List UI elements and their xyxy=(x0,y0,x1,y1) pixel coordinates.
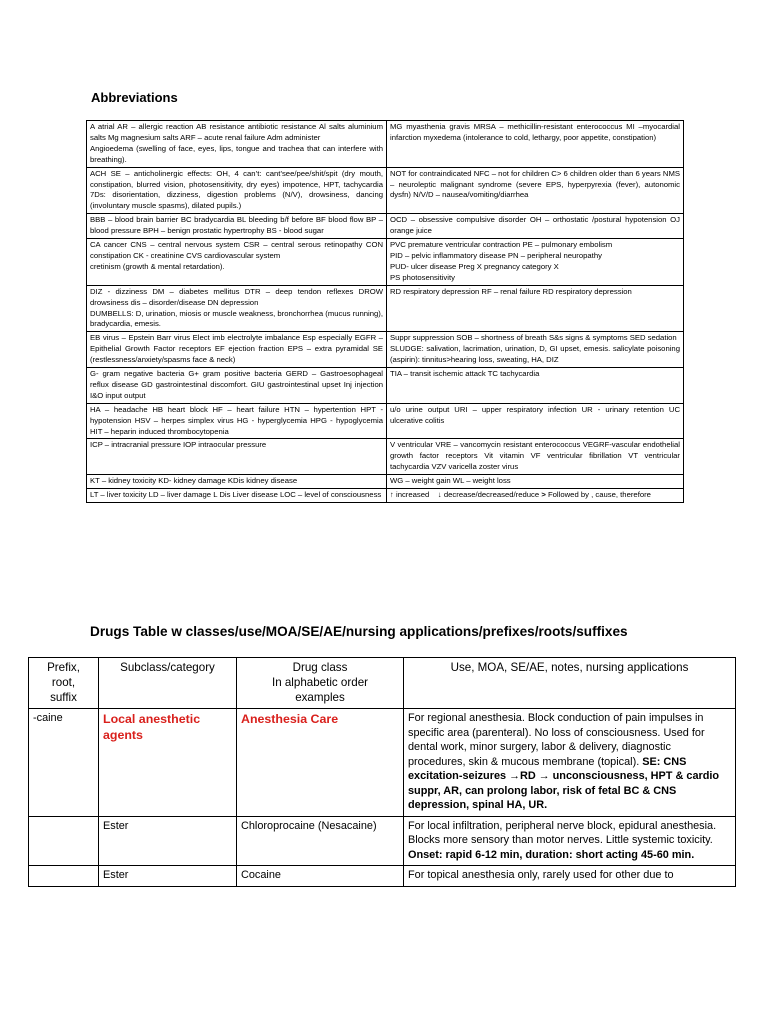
abbr-cell-right xyxy=(387,489,684,503)
abbr-row xyxy=(87,368,684,404)
abbr-text: OCD – obsessive compulsive disorder OH – orthostatic /postural hypotension OJ orange juice xyxy=(390,215,680,236)
abbr-row xyxy=(87,403,684,439)
drugs-table-body xyxy=(29,709,736,887)
legend-followed: Followed by , cause, therefore xyxy=(547,490,651,500)
header-use: Use, MOA, SE/AE, notes, nursing applications xyxy=(404,658,736,709)
abbr-cell-right xyxy=(387,475,684,489)
abbr-cell-left xyxy=(87,439,387,475)
header-prefix-line: Prefix, xyxy=(47,661,80,674)
drug-subclass: Ester xyxy=(99,816,237,866)
abbr-text: PVC premature ventricular contraction PE – pulmonary embolism xyxy=(390,240,613,250)
header-class-line: In alphabetic order xyxy=(271,676,369,689)
drug-subclass: Local anesthetic agents xyxy=(99,709,237,817)
drugs-table xyxy=(28,657,736,887)
abbr-text: cretinism (growth & mental retardation). xyxy=(90,261,225,271)
abbr-cell-left xyxy=(87,332,387,368)
abbr-text: G- gram negative bacteria G+ gram positive bacteria GERD – Gastroesophageal reflux disease GD gastrointestinal discomfort. GIU gastrointestinal upset Inj injection I&O input output xyxy=(90,369,383,400)
drug-use-text: For regional anesthesia. Block conduction of pain impulses in specific area (parenteral). No loss of consciousness. Used for dental work, minor surgery, labor & delivery, diagnostic procedures, skin & mucous membrane (topical). xyxy=(408,712,705,768)
header-drug-class xyxy=(237,658,404,709)
abbr-cell-right xyxy=(387,121,684,168)
abbr-cell-left xyxy=(87,285,387,332)
abbr-cell-left xyxy=(87,214,387,239)
header-class-line: Drug class xyxy=(292,661,348,674)
header-subclass: Subclass/category xyxy=(99,658,237,709)
abbr-text: WG – weight gain WL – weight loss xyxy=(390,476,511,486)
drugs-table-heading: Drugs Table w classes/use/MOA/SE/AE/nursing applications/prefixes/roots/suffixes xyxy=(90,624,628,639)
abbr-text: A atrial AR – allergic reaction AB resistance antibiotic resistance Al salts aluminium salts Mg magnesium salts ARF – acute renal failure Adm administer xyxy=(90,122,383,142)
abbr-text: SLUDGE: salivation, lacrimation, urination, D, GI upset, emesis. salicylate poisoning (aspirin): tinnitus>hearing loss, sweating, HA, DIZ xyxy=(390,344,680,365)
abbr-cell-left: LT – liver toxicity LD – liver damage L Dis Liver disease LOC – level of consciousness xyxy=(87,489,387,503)
drug-prefix xyxy=(29,816,99,866)
abbr-text: Suppr suppression SOB – shortness of breath S&s signs & symptoms SED sedation xyxy=(390,333,677,343)
abbr-text: V ventricular VRE – vancomycin resistant enterococcus VEGRF-vascular endothelial growth factor receptors Vit vitamin VF ventricular fibrillation VT ventricular tachycardia VZV varicella zoster virus xyxy=(390,440,680,472)
drug-row xyxy=(29,816,736,866)
abbr-row xyxy=(87,167,684,214)
drug-use-text: For local infiltration, peripheral nerve block, epidural anesthesia. Blocks more sensory than motor nerves. Little systemic toxicity. xyxy=(408,819,717,846)
abbreviations-table-body xyxy=(87,121,684,503)
abbr-row xyxy=(87,475,684,489)
abbr-text: DIZ - dizziness DM – diabetes mellitus DTR – deep tendon reflexes DROW drowsiness dis – disorder/disease DN depression xyxy=(90,286,383,307)
abbr-cell-right xyxy=(387,285,684,332)
header-prefix-line: root, xyxy=(51,676,76,689)
abbr-row xyxy=(87,239,684,286)
header-class-line: examples xyxy=(295,691,345,704)
up-arrow-icon: ↑ xyxy=(390,490,394,500)
legend-decrease: decrease/decreased/reduce xyxy=(443,490,540,500)
abbr-text: BBB – blood brain barrier BC bradycardia BL bleeding b/f before BF blood flow BP – blood pressure BPH – benign prostatic hypertrophy BS - blood sugar xyxy=(90,215,383,236)
abbr-text: PID – pelvic inflammatory disease PN – peripheral neuropathy xyxy=(390,250,602,260)
drug-row xyxy=(29,709,736,817)
drug-prefix: -caine xyxy=(29,709,99,817)
drug-use xyxy=(404,816,736,866)
abbr-text: MG myasthenia gravis MRSA – methicillin-resistant enterococcus MI –myocardial infarction myxedema (intolerance to cold, lethargy, poor appetite, constipation) xyxy=(390,122,680,142)
abbr-text: PS photosensitivity xyxy=(390,272,455,282)
abbr-cell-right xyxy=(387,239,684,286)
abbreviations-heading: Abbreviations xyxy=(91,90,178,105)
abbr-row xyxy=(87,121,684,168)
drug-use-text: For topical anesthesia only, rarely used for other due to xyxy=(408,869,674,881)
abbr-row xyxy=(87,214,684,239)
abbr-text: NOT for contraindicated NFC – not for children C> 6 children older than 6 years NMS – neuroleptic malignant syndrome (severe EPS, hyperpyrexia (fever), autonomic dysfn) N/V/D – nausea/vomiting/diarrhea xyxy=(390,168,680,200)
abbr-cell-left xyxy=(87,167,387,214)
abbr-text: HA – headache HB heart block HF – heart failure HTN – hypertention HPT - hypotension HSV – herpes simplex virus HG - hyperglycemia HPG - hypoglycemia HIT – heparin induced thrombocytopenia xyxy=(90,404,383,436)
abbr-text: EB virus – Epstein Barr virus Elect imb electrolyte imbalance Esp especially EGFR – Epithelial Growth Factor receptors EF ejection fraction EPS – extra pyramidal SE (restlessness/anxiety/spasms face & neck) xyxy=(90,333,383,365)
abbr-cell-right xyxy=(387,368,684,404)
abbreviations-table xyxy=(86,120,684,503)
abbr-cell-right xyxy=(387,403,684,439)
abbr-text: TIA – transit ischemic attack TC tachycardia xyxy=(390,369,540,379)
down-arrow-icon: ↓ xyxy=(437,490,442,500)
legend-increased: increased xyxy=(395,490,430,500)
abbr-text: PUD- ulcer disease Preg X pregnancy category X xyxy=(390,261,559,271)
drug-use xyxy=(404,866,736,887)
abbr-text: ACH SE – anticholinergic effects: OH, 4 can’t: cant’see/pee/shit/spit (dry mouth, constipation, blurred vision, photosensitivity, dry eyes) impotence, HPT, tachycardia 7Ds: disorientation, dizziness, digestion problems (N/V), drowsiness, dancing (involuntary muscle spasms), dilated pupils.) xyxy=(90,168,383,211)
abbr-text: RD respiratory depression RF – renal failure RD respiratory depression xyxy=(390,286,632,296)
abbr-text: ICP – intracranial pressure IOP intraocular pressure xyxy=(90,440,267,450)
abbr-row xyxy=(87,439,684,475)
abbr-text: KT – kidney toxicity KD- kidney damage KDis kidney disease xyxy=(90,476,298,486)
abbr-text: DUMBELLS: D, urination, miosis or muscle weakness, bronchorrhea (mucus running), bradycardia, emesis. xyxy=(90,308,383,329)
drug-name: Anesthesia Care xyxy=(237,709,404,817)
abbr-row xyxy=(87,332,684,368)
header-prefix xyxy=(29,658,99,709)
abbr-row xyxy=(87,285,684,332)
drug-use xyxy=(404,709,736,817)
drug-row xyxy=(29,866,736,887)
abbr-row-last xyxy=(87,489,684,503)
drug-name: Chloroprocaine (Nesacaine) xyxy=(237,816,404,866)
drug-use-bold-text: SE: CNS excitation-seizures →RD → unconsciousness, HPT & cardio suppr, AR, can prolong labor, risk of fetal BC & CNS depression, spinal HA, UR. xyxy=(408,755,720,811)
abbr-cell-left xyxy=(87,368,387,404)
abbr-text: Angioedema (swelling of face, eyes, lips, tongue and trachea that can interfere with breathing). xyxy=(90,143,383,164)
abbr-cell-left xyxy=(87,239,387,286)
abbr-text: CA cancer CNS – central nervous system CSR – central serous retinopathy CON constipation CK - creatinine CVS cardiovascular system xyxy=(90,240,383,260)
greater-than-icon: > xyxy=(541,490,546,500)
drug-name: Cocaine xyxy=(237,866,404,887)
drugs-header-row xyxy=(29,658,736,709)
abbr-cell-right xyxy=(387,167,684,214)
drug-use-bold-text: Onset: rapid 6-12 min, duration: short acting 45-60 min. xyxy=(408,848,695,861)
abbr-cell-right xyxy=(387,332,684,368)
abbr-text: u/o urine output URI – upper respiratory infection UR - urinary retention UC ulcerative colitis xyxy=(390,404,680,425)
drug-prefix xyxy=(29,866,99,887)
abbr-cell-right xyxy=(387,214,684,239)
abbr-cell-left xyxy=(87,475,387,489)
abbr-cell-left xyxy=(87,403,387,439)
drug-subclass: Ester xyxy=(99,866,237,887)
abbr-cell-left xyxy=(87,121,387,168)
abbr-cell-right xyxy=(387,439,684,475)
header-prefix-line: suffix xyxy=(50,691,77,704)
